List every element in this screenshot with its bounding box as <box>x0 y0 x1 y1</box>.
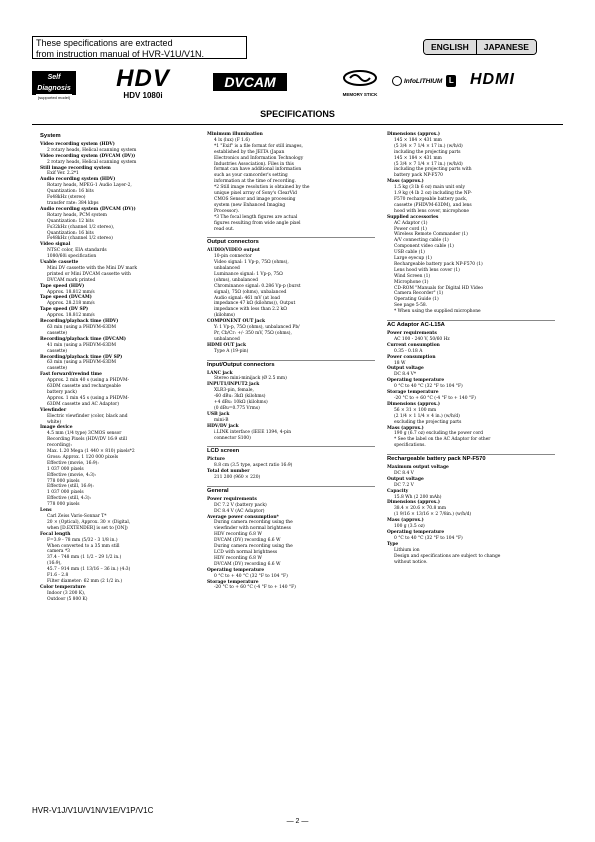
spec-value: (5 3/4 × 7 1/4 × 17 in.) (w/h/d) <box>394 161 463 167</box>
spec-value: Lithium ion <box>394 547 420 553</box>
page-title: SPECIFICATIONS <box>260 109 335 119</box>
spec-value: 1 037 000 pixels <box>47 490 84 496</box>
spec-value: mini-B <box>214 417 229 423</box>
spec-value: 778 000 pixels <box>47 502 80 508</box>
spec-value: 211 200 (960 × 220) <box>214 475 261 481</box>
dvcam-logo <box>213 73 287 91</box>
spec-value: Industries Association). Files in this <box>214 161 294 167</box>
spec-value: white) <box>47 419 62 425</box>
spec-value: 38.4 × 20.6 × 70.8 mm <box>394 506 446 512</box>
spec-value: -20 °C to + 60 °C (-4 °F to + 140 °F) <box>394 395 476 401</box>
spec-value: Rotary heads, PCM system <box>47 212 107 218</box>
spec-value: such as your camcorder's setting <box>214 173 288 179</box>
spec-label: AUDIO/VIDEO output <box>207 248 260 254</box>
spec-label: Type <box>387 541 399 547</box>
spec-value: Fs48kHz (channel 1/2 stereo) <box>47 236 113 242</box>
spec-value: Quantization: 16 bits <box>47 230 94 236</box>
spec-value: Type A (19-pin) <box>214 348 249 354</box>
spec-value: Video signal: 1 Vp-p, 75Ω (ohms), <box>214 260 289 266</box>
spec-value: Y: 1 Vp-p, 75Ω (ohms), unbalanced Pb/ <box>214 325 300 331</box>
spec-label: Tape speed (DVCAM) <box>40 295 92 301</box>
spec-value: hood with lens cover, microphone <box>394 208 470 214</box>
spec-value: Carl Zeiss Vario-Sonnar T* <box>47 514 107 519</box>
spec-value: (2 1/4 × 1 1/4 × 4 in.) (w/h/d) <box>394 413 460 419</box>
spec-value: Luminance signal: 1 Vp-p, 75Ω <box>214 271 283 277</box>
spec-value: 37.4 - 748 mm (1 1/2 – 29 1/2 in.) <box>47 555 122 561</box>
spec-value: 63 min (using a PHDVM-63DM <box>47 325 116 330</box>
spec-label: Dimensions (approx.) <box>387 401 440 407</box>
spec-value: -20 °C to + 60 °C (-4 °F to + 140 °F) <box>214 585 296 591</box>
spec-value: Wireless Remote Commander (1) <box>394 232 468 238</box>
spec-value: HDV recording 6.8 W <box>214 555 262 561</box>
spec-label: Video recording system (DVCAM (DV)) <box>40 153 136 159</box>
spec-value: printed or Mini DVCAM cassette with <box>47 271 131 277</box>
spec-label: Power consumption <box>387 354 436 360</box>
spec-label: Video signal <box>40 242 71 248</box>
spec-value: Chrominance signal: 0.286 Vp-p (burst <box>214 283 301 289</box>
spec-label: Power requirements <box>207 496 257 502</box>
spec-value: Operating Guide (1) <box>394 297 439 303</box>
spec-value: cassette) <box>47 366 68 372</box>
spec-value: 63 min (using a PHDVM-63DM <box>47 360 116 366</box>
spec-label: Focal length <box>40 531 71 537</box>
spec-label: Audio recording system (DVCAM (DV)) <box>40 206 136 212</box>
spec-value: Large eyecup (1) <box>394 256 432 262</box>
spec-value: 15.8 Wh (2 200 mAh) <box>394 494 442 500</box>
spec-value: * See the label on the AC Adaptor for other <box>394 437 491 443</box>
spec-value: unbalanced <box>214 266 240 272</box>
section-heading: General <box>207 486 375 495</box>
spec-label: HDV/DV jack <box>207 423 239 429</box>
spec-value: system (new Enhanced Imaging <box>214 202 286 208</box>
spec-label: Recording/playback time (DVCAM) <box>40 336 126 342</box>
spec-value: -60 dBu: 3kΩ (kilohms) <box>214 394 266 400</box>
spec-value: DC 8.4 V* <box>394 372 417 378</box>
language-tabs <box>423 39 537 55</box>
spec-label: Maximum output voltage <box>387 465 449 471</box>
spec-value: 190 g (6.7 oz) excluding the power cord <box>394 431 484 437</box>
spec-value: Effective (still, 16:9): <box>47 484 94 490</box>
spec-value: 100 g (3.5 oz) <box>394 524 425 530</box>
spec-value: 1 037 000 pixels <box>47 466 84 472</box>
spec-value: 2 rotary heads, Helical scanning system <box>47 147 137 153</box>
spec-label: Storage temperature <box>207 579 259 585</box>
spec-value: Approx. 18.812 mm/s <box>47 313 95 319</box>
spec-label: Capacity <box>387 488 409 494</box>
spec-label: Video recording system (HDV) <box>40 141 115 147</box>
spec-value: 0.35 - 0.18 A <box>394 348 423 354</box>
spec-label: Dimensions (approx.) <box>387 500 440 506</box>
spec-value: Approx. 18.812 mm/s <box>47 289 95 295</box>
spec-value: DVCAM (DV) recording 6.6 W <box>214 561 281 567</box>
spec-label: Output voltage <box>387 476 424 482</box>
spec-value: 10-pin connector <box>214 254 252 260</box>
spec-value: signal), 75Ω (ohms), unbalanced <box>214 289 287 295</box>
spec-value: unbalanced <box>214 336 240 342</box>
spec-value: figures resulting from wide angle pixel <box>214 220 301 226</box>
spec-label: INPUT1/INPUT2 jack <box>207 382 260 388</box>
spec-label: USB jack <box>207 411 230 417</box>
spec-value: established by the JEITA (Japan <box>214 149 285 155</box>
spec-value: Microphone (1) <box>394 279 429 285</box>
spec-value: format can have additional information <box>214 167 302 173</box>
logo-strip <box>32 67 562 103</box>
spec-value: information at the time of recording. <box>214 179 296 185</box>
section-heading: LCD screen <box>207 446 375 455</box>
spec-value: DVCAM mark printed <box>47 277 96 283</box>
spec-label: Dimensions (approx.) <box>387 132 440 137</box>
page-number: — 2 — <box>286 818 309 825</box>
title-rule <box>32 124 563 125</box>
section-heading: Output connectors <box>207 237 375 246</box>
spec-value: (0 dBu=0.775 Vrms) <box>214 405 260 411</box>
spec-value: F570 rechargeable battery pack, <box>394 196 468 202</box>
notice-line-2: from instruction manual of HVR-V1U/V1N. <box>36 48 205 59</box>
spec-value: Max. 1.20 Mega (1 440 × 810) pixels*2 <box>47 449 135 455</box>
spec-label: Mass (approx.) <box>387 518 424 524</box>
spec-value: DC 7.2 V (battery pack) <box>214 502 267 508</box>
spec-value: Component video cable (1) <box>394 244 454 250</box>
spec-value: F=3.9 - 78 mm (5/32 - 3 1/8 in.) <box>47 537 118 543</box>
memory-stick-logo <box>339 69 381 98</box>
spec-value: i.LINK interface (IEEE 1394, 4-pin <box>214 429 292 435</box>
spec-label: Storage temperature <box>387 390 439 396</box>
infolithium-icon <box>392 76 402 86</box>
spec-value: Outdoor (5 800 K) <box>47 596 88 602</box>
spec-value: unique pixel array of Sony's ClearVid <box>214 191 297 197</box>
spec-value: Electric viewfinder (color, black and <box>47 413 128 419</box>
infolithium-text: InfoLITHIUM <box>404 77 443 85</box>
spec-value: 2 rotary heads, Helical scanning system <box>47 159 137 165</box>
spec-value: Effective (movie, 16:9): <box>47 460 99 466</box>
hdmi-logo <box>470 71 515 89</box>
spec-value: A/V connecting cable (1) <box>394 238 449 244</box>
spec-value: when [D.EXTENDER] is set to [ON]) <box>47 525 128 531</box>
spec-value: cassette) <box>47 330 68 336</box>
spec-label: Operating temperature <box>387 530 445 535</box>
spec-value: Design and specifications are subject to change <box>394 553 501 559</box>
spec-label: Tape speed (HDV) <box>40 283 85 289</box>
hdv-1080i-text: HDV 1080i <box>123 91 163 100</box>
spec-value: 4 lx (lux) (F 1.6) <box>214 137 250 143</box>
spec-label: Mass (approx.) <box>387 425 424 431</box>
spec-label: COMPONENT OUT jack <box>207 319 266 325</box>
spec-value: Recording Pixels (HDV/DV 16:9 still <box>47 437 127 443</box>
spec-value: During camera recording using the <box>214 520 293 526</box>
spec-value: During camera recording using the <box>214 544 293 550</box>
spec-value: Electronics and Information Technology <box>214 155 304 161</box>
self-diagnosis-logo <box>32 71 76 100</box>
spec-label: Image device <box>40 425 73 431</box>
spec-label: Tape speed (DV SP) <box>40 307 89 313</box>
spec-label: Color temperature <box>40 584 86 590</box>
spec-value: 1080/60i specification <box>47 254 97 260</box>
memory-stick-text: MEMORY STICK <box>342 92 378 97</box>
spec-value: LCD with normal brightness <box>214 550 278 555</box>
spec-label: Lens <box>40 508 52 514</box>
spec-value: 41 min (using a PHDVM-63DM <box>47 342 116 348</box>
spec-value: excluding the projecting parts <box>394 419 462 425</box>
spec-value: * When using the supplied microphone <box>394 309 481 315</box>
spec-label: Audio recording system (HDV) <box>40 177 116 183</box>
spec-value: 45.7 - 914 mm (1 13/16 – 36 in.) (4:3) <box>47 567 131 573</box>
spec-label: Recording/playback time (DV SP) <box>40 354 123 360</box>
spec-value: Indoor (3 200 K), <box>47 590 86 596</box>
spec-value: 145 × 184 × 431 mm <box>394 137 442 143</box>
spec-value: DC 8.4 V <box>394 470 414 476</box>
spec-value: Quantization: 12 bits <box>47 218 94 224</box>
spec-value: 8.8 cm (3.5 type, aspect ratio 16:9) <box>214 463 293 469</box>
spec-value: Fs48kHz (stereo) <box>47 195 86 201</box>
spec-value: battery pack) <box>47 389 77 395</box>
spec-value: (5 3/4 × 7 1/4 × 17 in.) (w/h/d) <box>394 143 463 149</box>
spec-value: Pr, Cb/Cr: +/- 350 mV, 75Ω (ohms), <box>214 331 292 336</box>
spec-value: NTSC color, EIA standards <box>47 248 107 254</box>
spec-label: HDMI OUT jack <box>207 342 246 348</box>
spec-label: Still image recording system <box>40 165 111 171</box>
spec-value: +4 dBu: 10kΩ (kilohms) <box>214 400 268 406</box>
spec-value: *2 Still image resolution is obtained by the <box>214 185 310 191</box>
infolithium-logo <box>392 75 456 87</box>
spec-value: Power cord (1) <box>394 226 427 232</box>
tab-japanese: JAPANESE <box>476 40 536 54</box>
section-heading: Input/Output connectors <box>207 360 375 369</box>
spec-label: Current consumption <box>387 342 440 348</box>
spec-label: Average power consumption* <box>207 514 279 520</box>
spec-value: Rotary heads, MPEG-1 Audio Layer-2, <box>47 183 132 189</box>
hdv-logo <box>108 67 178 101</box>
spec-value: 18 W <box>394 360 406 366</box>
spec-value: 0 °C to + 40 °C (32 °F to 104 °F) <box>214 573 288 579</box>
hdv-text: HDV <box>116 65 170 92</box>
spec-value: *1 "Exif" is a file format for still images, <box>214 143 303 149</box>
spec-value: including the projecting parts <box>394 149 461 155</box>
notice-line-1: These specifications are extracted <box>36 38 173 48</box>
spec-column-1 <box>40 132 190 603</box>
spec-label: Mass (approx.) <box>387 179 424 185</box>
spec-value: Camera Recorder" (1) <box>394 291 444 297</box>
spec-value: 20 × (Optical), Approx. 30 × (Digital, <box>47 519 131 525</box>
spec-value: See page 5-58. <box>394 303 428 309</box>
spec-value: without notice. <box>394 559 428 565</box>
spec-value: Quantization: 16 bits <box>47 189 94 195</box>
section-heading: Rechargeable battery pack NP-F570 <box>387 454 555 463</box>
spec-label: Minimum illumination <box>207 132 263 137</box>
spec-value: specifications. <box>394 443 426 449</box>
hdmi-text: HDMI <box>470 71 515 88</box>
spec-column-3 <box>387 132 555 565</box>
spec-value: HDV recording 6.8 W <box>214 532 262 538</box>
spec-value: read out. <box>214 226 235 232</box>
spec-value: camera *3 <box>47 549 70 555</box>
spec-label: Operating temperature <box>207 567 265 573</box>
spec-label: Viewfinder <box>40 407 67 413</box>
spec-value: Exif Ver. 2.2*1 <box>47 171 79 177</box>
spec-value: connector S100) <box>214 435 251 441</box>
spec-value: When converted to a 35 mm still <box>47 543 120 549</box>
spec-value: Gross: Approx. 1 120 000 pixels <box>47 454 119 460</box>
spec-value: 778 000 pixels <box>47 478 80 484</box>
spec-label: Power requirements <box>387 331 437 336</box>
spec-value: cassette (PHDVM-63DM), and lens <box>394 202 472 208</box>
spec-value: 0 °C to 40 °C (32 °F to 104 °F) <box>394 535 463 541</box>
spec-label: Operating temperature <box>387 378 445 384</box>
spec-value: including the projecting parts with <box>394 167 472 173</box>
spec-value: DC 8.4 V (AC Adaptor) <box>214 508 265 514</box>
spec-value: 63DM cassette and rechargeable <box>47 384 121 390</box>
spec-value: Processor). <box>214 208 240 214</box>
spec-value: 4.5 mm (1/4 type) 3CMOS sensor <box>47 431 122 437</box>
spec-value: *3 The focal length figures are actual <box>214 214 298 220</box>
spec-value: 1.5 kg (3 lb 6 oz) main unit only <box>394 185 465 191</box>
spec-value: Approx. 2 min 40 s (using a PHDVM- <box>47 378 130 384</box>
self-diagnosis-sub: (supported model) <box>37 95 71 100</box>
spec-value: Lens hood with lens cover (1) <box>394 267 460 273</box>
spec-value: recording): <box>47 443 72 449</box>
spec-value: CMOS Sensor and image processing <box>214 196 296 202</box>
self-diagnosis-text: Self Diagnosis <box>37 74 71 92</box>
spec-column-2 <box>207 132 375 591</box>
spec-value: viewfinder with normal brightness <box>214 526 291 532</box>
spec-value: impedance with less than 2.2 kΩ <box>214 307 287 313</box>
spec-value: CD-ROM "Manuals for Digital HD Video <box>394 285 484 291</box>
spec-value: Approx. 28.218 mm/s <box>47 301 95 307</box>
infolithium-badge: L <box>446 75 456 87</box>
spec-value: Stereo mini-minijack (Ø 2.5 mm) <box>214 376 287 382</box>
spec-value: AC Adaptor (1) <box>394 220 428 226</box>
spec-value: (ohms), unbalanced <box>214 277 258 283</box>
spec-value: AC 100 - 240 V, 50/60 Hz <box>394 336 450 342</box>
spec-value: XLR3-pin, female, <box>214 388 254 394</box>
spec-value: 145 × 184 × 431 mm <box>394 155 442 161</box>
extract-notice <box>32 36 247 59</box>
spec-value: cassette) <box>47 348 68 354</box>
spec-label: Output voltage <box>387 366 424 372</box>
spec-value: Effective (movie, 4:3): <box>47 472 97 478</box>
spec-label: Fast forward/rewind time <box>40 372 102 378</box>
spec-value: Wind Screen (1) <box>394 273 431 279</box>
spec-value: Filter diameter: 62 mm (2 1/2 in.) <box>47 578 123 584</box>
spec-value: (1 9/16 × 13/16 × 2 7/8in.) (w/h/d) <box>394 512 472 518</box>
spec-value: 56 × 31 × 100 mm <box>394 407 437 413</box>
spec-value: 1.9 kg (4 lb 2 oz) including the NP- <box>394 191 472 197</box>
spec-value: Mini DV cassette with the Mini DV mark <box>47 265 138 271</box>
spec-value: DVCAM (DV) recording 6.6 W <box>214 538 281 544</box>
spec-value: 0 °C to 40 °C (32 °F to 104 °F) <box>394 384 463 390</box>
spec-label: Picture <box>207 457 225 463</box>
spec-value: Approx. 1 min 45 s (using a PHDVM- <box>47 395 130 401</box>
spec-value: USB cable (1) <box>394 250 425 256</box>
spec-value: battery pack NP-F570 <box>394 173 443 179</box>
spec-value: impedance 47 kΩ (kilohms)), Output <box>214 301 296 307</box>
section-heading: AC Adaptor AC-L15A <box>387 320 555 329</box>
spec-value: (kilohms) <box>214 313 235 319</box>
spec-label: LANC jack <box>207 370 233 376</box>
spec-value: 63DM cassette and AC Adaptor) <box>47 401 119 407</box>
memory-stick-icon <box>342 69 378 87</box>
spec-label: Total dot number <box>207 469 250 475</box>
spec-value: transfer rate: 384 kbps <box>47 200 99 206</box>
spec-label: Usable cassette <box>40 260 79 266</box>
spec-value: (16:9), <box>47 561 62 567</box>
spec-value: Fs32kHz (channel 1/2 stereo), <box>47 224 115 230</box>
spec-value: Audio signal: 461 mV (at load <box>214 295 280 301</box>
spec-value: Rechargeable battery pack NP-F570 (1) <box>394 261 483 267</box>
model-footer: HVR-V1J/V1U/V1N/V1E/V1P/V1C <box>32 806 154 815</box>
spec-value: Effective (still, 4:3): <box>47 496 92 502</box>
dvcam-text: DVCAM <box>224 74 276 90</box>
spec-label: Recording/playback time (HDV) <box>40 319 119 325</box>
spec-value: DC 7.2 V <box>394 482 414 488</box>
spec-label: Supplied accessories <box>387 214 439 220</box>
tab-english: ENGLISH <box>424 40 476 54</box>
section-heading: System <box>40 133 61 139</box>
spec-value: F1.6 - 2.8 <box>47 573 69 579</box>
